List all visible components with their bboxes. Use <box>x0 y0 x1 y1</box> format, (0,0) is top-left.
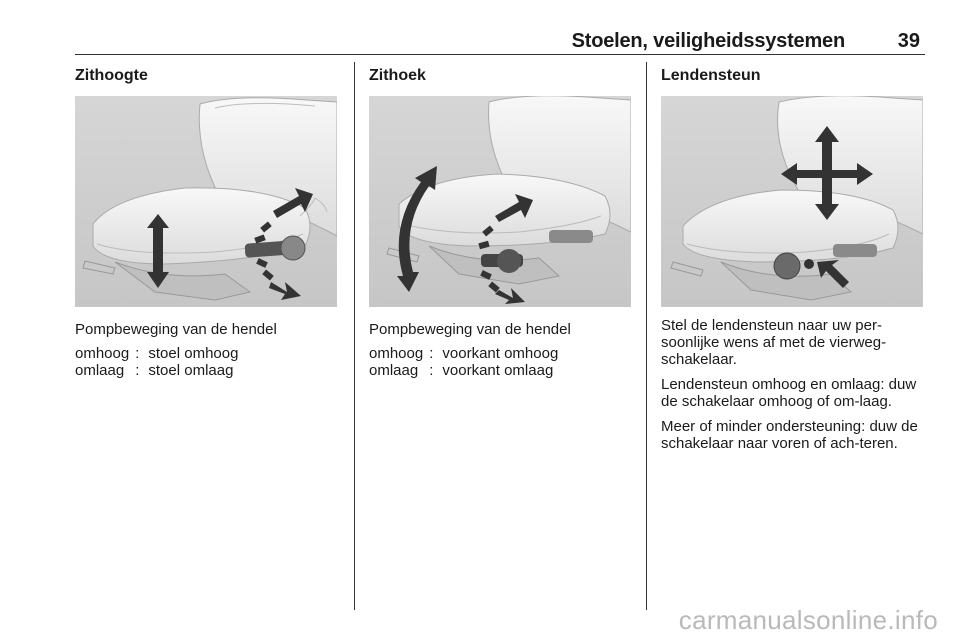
section-heading: Lendensteun <box>661 67 761 84</box>
caption: Pompbeweging van de hendel <box>75 321 277 338</box>
column-divider <box>354 62 355 610</box>
row-value: voorkant omlaag <box>442 362 554 379</box>
table-row <box>369 345 558 362</box>
row-key: omlaag <box>369 362 419 379</box>
caption: Pompbeweging van de hendel <box>369 321 571 338</box>
row-key: omhoog <box>369 345 424 362</box>
row-separator: : <box>429 362 434 379</box>
paragraph: Meer of minder ondersteuning: duw de schakelaar naar voren of ach-teren. <box>661 418 918 452</box>
page-number: 39 <box>897 30 920 52</box>
row-key: omhoog <box>75 345 130 362</box>
header-rule <box>75 54 925 55</box>
column-divider <box>646 62 647 610</box>
row-separator: : <box>429 345 434 362</box>
row-separator: : <box>135 345 140 362</box>
row-key: omlaag <box>75 362 125 379</box>
section-heading: Zithoek <box>369 67 426 84</box>
seat-tilt-illustration-icon <box>369 96 631 307</box>
lever-actions-table <box>369 345 558 379</box>
section-lumbar-support <box>661 66 927 460</box>
paragraph: Lendensteun omhoog en omlaag: duw de schakelaar omhoog of om-laag. <box>661 376 917 410</box>
paragraph: Stel de lendensteun naar uw per-soonlijke wens af met de vierweg-schakelaar. <box>661 317 887 368</box>
lever-actions-table <box>75 345 238 379</box>
watermark: carmanualsonline.info <box>678 605 938 635</box>
section-seat-height <box>75 66 341 379</box>
table-row <box>75 345 238 362</box>
seat-height-illustration-icon <box>75 96 337 307</box>
table-row <box>75 362 238 379</box>
section-seat-tilt <box>369 66 635 379</box>
row-value: voorkant omhoog <box>442 345 559 362</box>
section-heading: Zithoogte <box>75 67 148 84</box>
row-value: stoel omhoog <box>148 345 239 362</box>
row-value: stoel omlaag <box>148 362 234 379</box>
instruction-text <box>661 317 927 452</box>
lumbar-support-illustration-icon <box>661 96 923 307</box>
page-header-title: Stoelen, veiligheidssystemen <box>571 30 845 52</box>
row-separator: : <box>135 362 140 379</box>
table-row <box>369 362 558 379</box>
